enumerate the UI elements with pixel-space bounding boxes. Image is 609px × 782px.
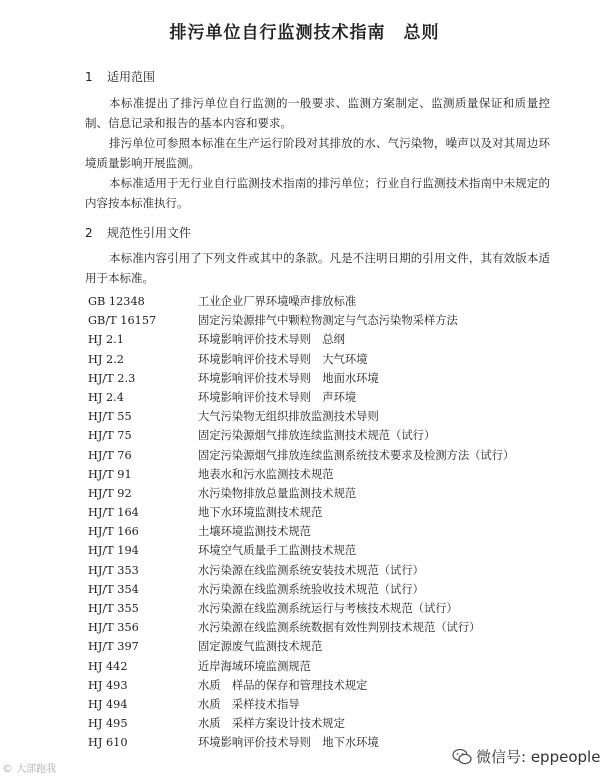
reference-code: HJ/T 76 bbox=[88, 448, 132, 462]
document-title: 排污单位自行监测技术指南 总则 bbox=[169, 23, 440, 43]
reference-title: 环境影响评价技术导则 地面水环境 bbox=[198, 371, 379, 385]
reference-title: 地下水环境监测技术规范 bbox=[198, 506, 323, 520]
reference-title: 近岸海域环境监测规范 bbox=[198, 659, 311, 673]
wechat-icon bbox=[452, 748, 472, 766]
reference-title: 环境影响评价技术导则 声环境 bbox=[198, 390, 357, 404]
reference-code: HJ 2.4 bbox=[88, 390, 124, 404]
reference-title: 水质 采样方案设计技术规定 bbox=[198, 717, 345, 731]
reference-row bbox=[88, 637, 558, 656]
reference-code: HJ/T 2.3 bbox=[88, 371, 136, 385]
paragraph: 本标准适用于无行业自行监测技术指南的排污单位；行业自行监测技术指南中未规定的内容按本标准执行。 bbox=[85, 176, 550, 210]
reference-code: HJ/T 75 bbox=[88, 429, 132, 443]
reference-title: 水污染源在线监测系统验收技术规范（试行） bbox=[198, 582, 424, 596]
reference-code: HJ/T 164 bbox=[88, 506, 139, 520]
reference-row bbox=[88, 561, 558, 580]
reference-row bbox=[88, 388, 558, 407]
reference-title: 水污染物排放总量监测技术规范 bbox=[198, 486, 357, 500]
reference-row bbox=[88, 426, 558, 445]
reference-code: GB 12348 bbox=[88, 295, 145, 308]
reference-code: HJ 442 bbox=[88, 659, 128, 673]
reference-code: HJ 2.2 bbox=[88, 352, 124, 366]
reference-code: HJ 495 bbox=[88, 717, 128, 731]
reference-code: HJ/T 55 bbox=[88, 410, 132, 424]
reference-row bbox=[88, 369, 558, 388]
reference-row bbox=[88, 465, 558, 484]
watermark-left bbox=[2, 760, 56, 775]
watermark-left-text: 大部跑我 bbox=[16, 764, 57, 775]
reference-code: HJ 2.1 bbox=[88, 333, 124, 347]
reference-code: HJ/T 354 bbox=[88, 582, 139, 596]
reference-code: HJ/T 91 bbox=[88, 467, 132, 481]
watermark-right-text: 微信号: eppeople bbox=[476, 748, 601, 766]
section-number: 1 bbox=[85, 70, 93, 84]
reference-title: 水污染源在线监测系统安装技术规范（试行） bbox=[198, 563, 424, 577]
reference-code: HJ/T 355 bbox=[88, 602, 139, 615]
reference-row bbox=[88, 676, 558, 695]
reference-title: 水污染源在线监测系统运行与考核技术规范（试行） bbox=[198, 602, 458, 615]
reference-code: HJ/T 356 bbox=[88, 621, 139, 635]
reference-code: GB/T 16157 bbox=[88, 314, 157, 328]
reference-title: 工业企业厂界环境噪声排放标准 bbox=[198, 295, 357, 308]
reference-title: 环境影响评价技术导则 大气环境 bbox=[198, 352, 368, 366]
section-title: 适用范围 bbox=[107, 70, 156, 84]
reference-row bbox=[88, 330, 558, 349]
reference-code: HJ/T 92 bbox=[88, 486, 132, 500]
reference-code: HJ/T 166 bbox=[88, 525, 139, 539]
reference-row bbox=[88, 407, 558, 426]
reference-row bbox=[88, 484, 558, 503]
section-title: 规范性引用文件 bbox=[107, 226, 192, 240]
reference-row bbox=[88, 446, 558, 465]
copyright-icon: © bbox=[2, 762, 13, 775]
reference-row bbox=[88, 503, 558, 522]
reference-title: 水污染源在线监测系统数据有效性判别技术规范（试行） bbox=[198, 621, 481, 635]
paragraph: 排污单位可参照本标准在生产运行阶段对其排放的水、气污染物，噪声以及对其周边环境质量影响开展监测。 bbox=[85, 136, 550, 170]
section-number: 2 bbox=[85, 226, 93, 240]
reference-list bbox=[88, 292, 558, 753]
reference-code: HJ/T 353 bbox=[88, 563, 139, 577]
reference-title: 大气污染物无组织排放监测技术导则 bbox=[198, 410, 379, 424]
reference-title: 地表水和污水监测技术规范 bbox=[198, 467, 334, 481]
reference-row bbox=[88, 522, 558, 541]
watermark-right bbox=[452, 746, 600, 767]
reference-row bbox=[88, 618, 558, 637]
reference-code: HJ/T 194 bbox=[88, 544, 139, 558]
reference-row bbox=[88, 292, 558, 311]
reference-title: 固定源废气监测技术规范 bbox=[198, 640, 323, 654]
section-2-heading bbox=[85, 224, 191, 241]
reference-row bbox=[88, 657, 558, 676]
reference-code: HJ 493 bbox=[88, 678, 128, 692]
paragraph: 本标准提出了排污单位自行监测的一般要求、监测方案制定、监测质量保证和质量控制、信息记录和报告的基本内容和要求。 bbox=[85, 96, 550, 130]
paragraph: 本标准内容引用了下列文件或其中的条款。凡是不注明日期的引用文件，其有效版本适用于本标准。 bbox=[85, 251, 550, 285]
reference-row bbox=[88, 599, 558, 618]
reference-title: 环境影响评价技术导则 地下水环境 bbox=[198, 736, 379, 750]
reference-title: 固定污染源烟气排放连续监测系统技术要求及检测方法（试行） bbox=[198, 448, 515, 462]
reference-title: 水质 样品的保存和管理技术规定 bbox=[198, 678, 368, 692]
reference-row bbox=[88, 580, 558, 599]
reference-title: 固定污染源烟气排放连续监测技术规范（试行） bbox=[198, 429, 436, 443]
reference-title: 固定污染源排气中颗粒物测定与气态污染物采样方法 bbox=[198, 314, 458, 328]
section-1-heading bbox=[85, 68, 155, 85]
reference-row bbox=[88, 350, 558, 369]
reference-title: 水质 采样技术指导 bbox=[198, 697, 300, 711]
reference-title: 环境空气质量手工监测技术规范 bbox=[198, 544, 357, 558]
reference-row bbox=[88, 311, 558, 330]
reference-code: HJ 610 bbox=[88, 736, 128, 750]
reference-title: 环境影响评价技术导则 总纲 bbox=[198, 333, 345, 347]
reference-row bbox=[88, 541, 558, 560]
reference-code: HJ 494 bbox=[88, 697, 128, 711]
reference-row bbox=[88, 695, 558, 714]
reference-title: 土壤环境监测技术规范 bbox=[198, 525, 311, 539]
reference-code: HJ/T 397 bbox=[88, 640, 139, 654]
reference-row bbox=[88, 714, 558, 733]
